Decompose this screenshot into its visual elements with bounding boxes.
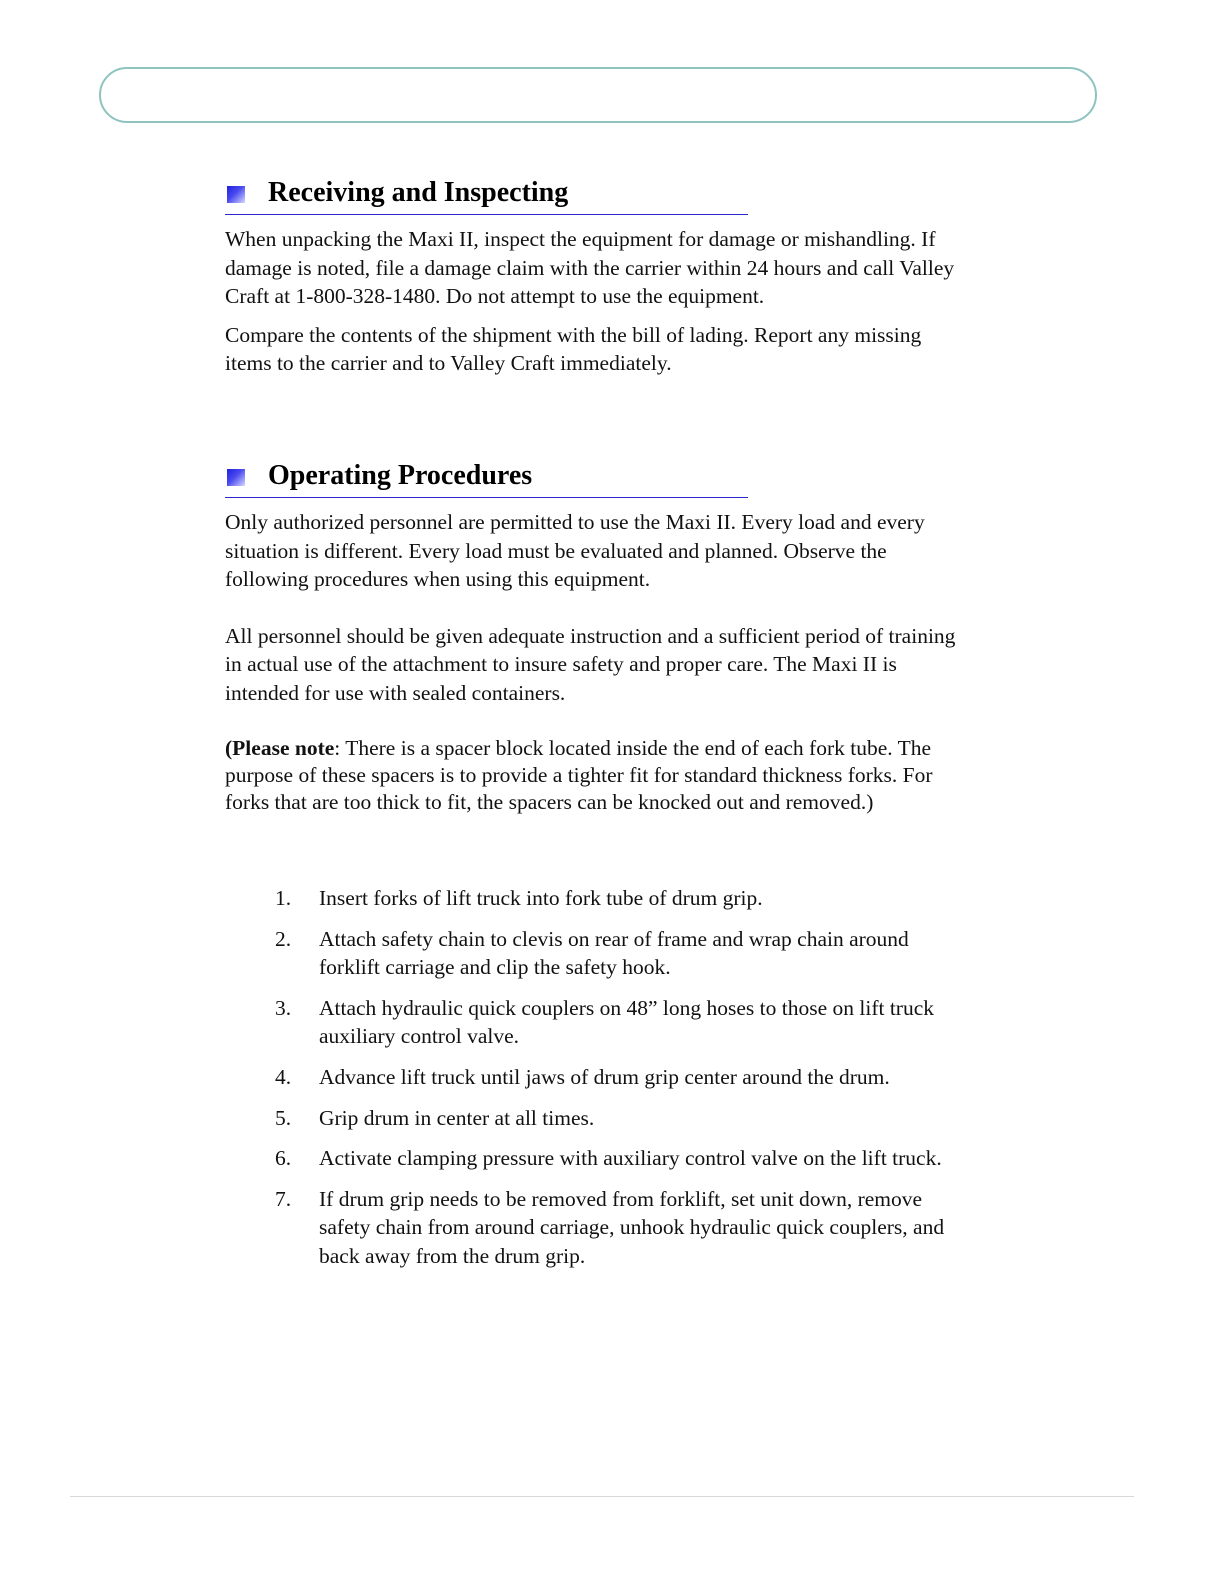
list-item	[270, 1185, 970, 1271]
paragraph: When unpacking the Maxi II, inspect the equipment for damage or mishandling. If damage is noted, file a damage claim with the carrier within 24 hours and call Valley Craft at 1-800-328-1480. Do not attempt to use the equipment.	[225, 227, 955, 309]
list-text: Grip drum in center at all times.	[319, 1105, 595, 1130]
section-title: Operating Procedures	[268, 460, 533, 491]
list-text: Activate clamping pressure with auxiliary control valve on the lift truck.	[319, 1146, 942, 1171]
paragraph: All personnel should be given adequate instruction and a sufficient period of training in actual use of the attachment to insure safety and proper care. The Maxi II is intended for use with sealed containers.	[225, 623, 956, 705]
paragraph: Only authorized personnel are permitted to use the Maxi II. Every load and every situation is different. Every load must be evaluated and planned. Observe the following procedures when using this equipment.	[225, 510, 925, 592]
square-bullet-icon	[227, 469, 245, 486]
note-paragraph	[225, 735, 970, 817]
list-text: Advance lift truck until jaws of drum grip center around the drum.	[319, 1064, 890, 1089]
paragraph: Compare the contents of the shipment with the bill of lading. Report any missing items to the carrier and to Valley Craft immediately.	[225, 322, 922, 376]
section-receiving-inspecting	[225, 177, 970, 378]
list-item	[270, 925, 970, 982]
list-text: If drum grip needs to be removed from forklift, set unit down, remove safety chain from around carriage, unhook hydraulic quick couplers, and back away from the drum grip.	[319, 1186, 945, 1268]
footer-divider	[70, 1496, 1134, 1497]
header-frame	[99, 67, 1097, 123]
section-heading	[225, 177, 748, 215]
list-number: 5.	[275, 1105, 292, 1130]
section-operating-procedures	[225, 460, 970, 816]
square-bullet-icon	[227, 186, 245, 203]
note-open-paren: (	[225, 735, 233, 760]
list-number: 1.	[275, 886, 292, 910]
steps-list	[270, 884, 970, 1283]
list-item	[270, 884, 970, 913]
list-number: 2.	[275, 926, 292, 951]
list-text: Attach hydraulic quick couplers on 48” long hoses to those on lift truck auxiliary control valve.	[319, 995, 935, 1049]
list-number: 3.	[275, 995, 292, 1020]
list-item	[270, 1144, 970, 1173]
list-number: 7.	[275, 1186, 292, 1211]
note-label: Please note	[232, 735, 335, 760]
note-text: : There is a spacer block located inside the end of each fork tube. The purpose of these spacers is to provide a tighter fit for standard thickness forks. For forks that are too thick to fit, the spacers can be knocked out and removed.)	[225, 735, 933, 815]
section-title: Receiving and Inspecting	[268, 177, 569, 208]
list-item	[270, 1063, 970, 1092]
section-heading	[225, 460, 748, 498]
list-number: 6.	[275, 1146, 292, 1171]
list-text: Attach safety chain to clevis on rear of frame and wrap chain around forklift carriage and clip the safety hook.	[319, 926, 909, 980]
list-number: 4.	[275, 1064, 292, 1089]
list-item	[270, 994, 970, 1051]
list-text: Insert forks of lift truck into fork tube of drum grip.	[319, 886, 763, 910]
list-item	[270, 1104, 970, 1133]
